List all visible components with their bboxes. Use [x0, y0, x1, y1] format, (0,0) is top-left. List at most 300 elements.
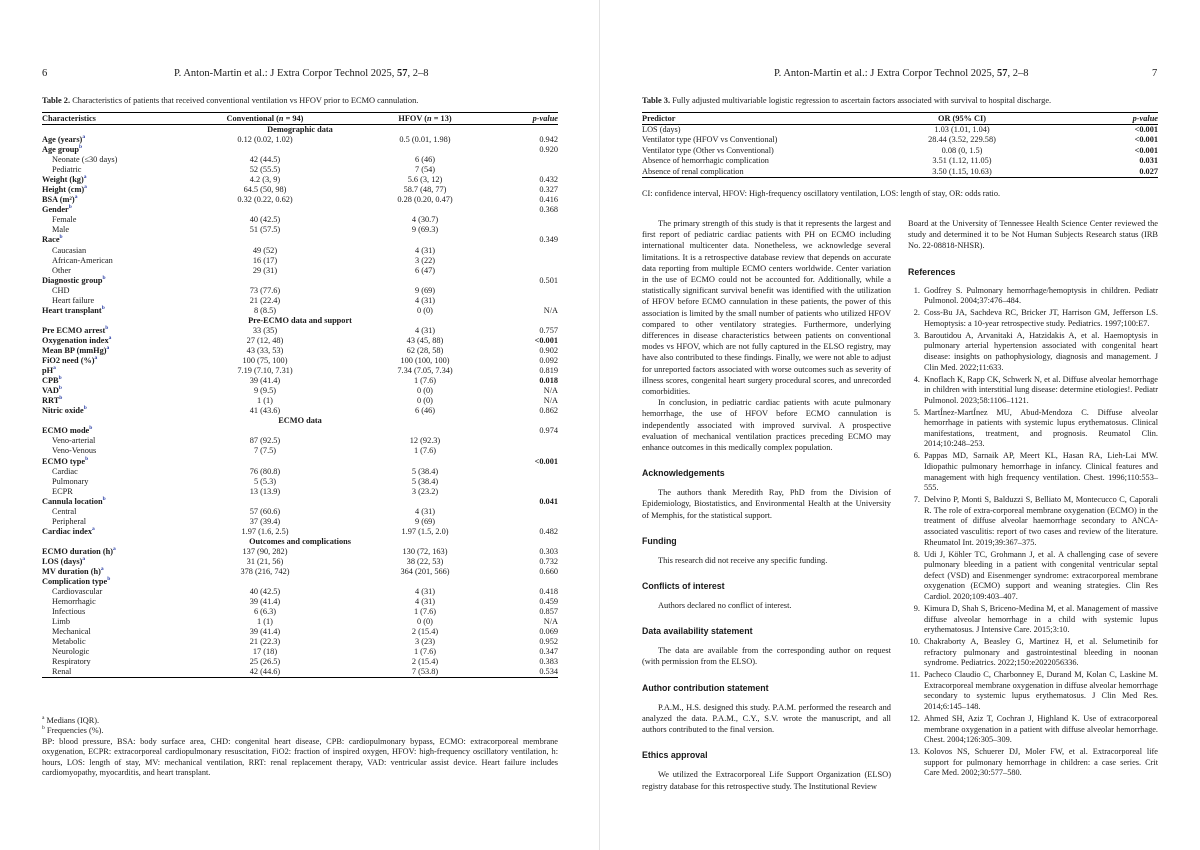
table2-cell-hfov: 1 (7.6) [413, 376, 437, 386]
ethics-text-continued: Board at the University of Tennessee Health Science Center reviewed the study and determined it to be Not Human Subjects Research status (IRB No. 22-08818-NHSR). [908, 219, 1158, 251]
table2-row [42, 487, 558, 497]
table3-header-or: OR (95% CI) [938, 114, 986, 123]
table2-cell-hfov [350, 457, 500, 467]
table2-cell-conventional: 41 (43.6) [249, 406, 281, 416]
table2-cell-conventional [180, 577, 350, 587]
table2-cell-pvalue: <0.001 [534, 456, 558, 466]
table2-row [42, 497, 558, 507]
reference-item [908, 286, 1158, 307]
reference-item [908, 308, 1158, 329]
table2-cell-pvalue: 0.383 [539, 657, 558, 667]
reference-text: Udi J, Köhler TC, Grohmann J, et al. A challenging case of severe pulmonary bleeding in a patient with congenital ventricular septal defect (VSD) and Eisenmenger syndrome: extracorporeal membrane oxygenation (ECMO) support and weaning strategies. Clin Res Cardiol. 2020;109:403–407. [924, 549, 1158, 601]
table2-cell-pvalue [500, 517, 558, 527]
table2-cell-conventional: 13 (13.9) [249, 486, 281, 496]
reference-number: 10. [909, 637, 920, 647]
table3-caption: Table 3. Fully adjusted multivariable logistic regression to ascertain factors associated with survival to hospital discharge. [642, 96, 1052, 105]
table2-cell-characteristic: Caucasian [52, 245, 87, 255]
table2-cell-characteristic: $pH^a$ [42, 365, 56, 376]
table2-cell-pvalue: 0.418 [539, 587, 558, 597]
reference-item [908, 604, 1158, 636]
reference-text: Kimura D, Shah S, Briceno-Medina M, et al. Management of massive diffuse alveolar hemorrhage in a child with systemic lupus erythematosus. J Intensive Care. 2015;3:10. [924, 603, 1158, 635]
table2-row [42, 336, 558, 346]
table2-cell-pvalue [500, 446, 558, 456]
table2-cell-conventional [180, 205, 350, 215]
table2-row [42, 386, 558, 396]
table2-cell-hfov [350, 426, 500, 436]
ethics-text: We utilized the Extracorporeal Life Support Organization (ELSO) registry database for this retrospective study. The Institutional Review [642, 770, 891, 791]
reference-item [908, 375, 1158, 407]
table2-cell-pvalue: 0.018 [539, 376, 558, 386]
table2-cell-hfov: 1 (7.6) [413, 607, 437, 617]
table2-cell-characteristic: Heart failure [52, 295, 95, 305]
table2-cell-hfov: 38 (22, 53) [406, 556, 444, 566]
table2-cell-hfov: 4 (31) [414, 506, 436, 516]
funding-text: This research did not receive any specific funding. [658, 555, 828, 565]
table2-cell-characteristic: Female [52, 215, 77, 225]
reference-number: 13. [909, 747, 920, 757]
table2-cell-conventional: 27 (12, 48) [246, 335, 284, 345]
table2-cell-hfov [350, 205, 500, 215]
table2-row [42, 165, 558, 175]
table2-cell-characteristic: Pediatric [52, 165, 82, 175]
reference-text: Pappas MD, Sarnaik AP, Meert KL, Hasan RA, Lieh-Lai MW. Idiopathic pulmonary hemorrhage in infancy. Clinical features and management with high frequency ventilation. Chest. 1996;110:553–555. [924, 451, 1158, 493]
reference-item [908, 408, 1158, 450]
table2-cell-conventional: 7 (7.5) [253, 446, 277, 456]
table2-row [42, 356, 558, 366]
table3-cell-predictor: Ventilator type (HFOV vs Conventional) [642, 135, 778, 145]
table2-header-pvalue: p-value [532, 114, 558, 123]
table2-cell-conventional: 21 (22.4) [249, 295, 281, 305]
reference-number: 4. [913, 374, 920, 384]
table2-cell-pvalue [500, 577, 558, 587]
body-column-2 [908, 218, 1158, 780]
reference-item [908, 451, 1158, 493]
table3-cell-pvalue: <0.001 [1134, 145, 1158, 155]
table2-row [42, 195, 558, 205]
table3-cell-pvalue: 0.031 [1139, 156, 1158, 166]
table2-cell-conventional [180, 276, 350, 286]
table2-cell-characteristic: Cardiac index$^a$ [42, 526, 95, 536]
table3-cell-or: 3.51 (1.12, 11.05) [932, 156, 992, 166]
table2-cell-conventional: 29 (31) [252, 265, 278, 275]
table2-header-characteristics: Characteristics [42, 114, 96, 123]
table2-row [42, 477, 558, 487]
table2-cell-characteristic: Age (years)$^a$ [42, 134, 86, 145]
table2 [42, 112, 558, 678]
table2-cell-hfov: 2 (15.4) [411, 657, 439, 667]
table2-cell-characteristic: Mechanical [52, 627, 91, 637]
table2-cell-characteristic: Veno-Venous [52, 446, 97, 456]
table2-cell-pvalue [500, 256, 558, 266]
table2-row [42, 296, 558, 306]
table2-cell-characteristic: MV duration $(h)^a$ [42, 566, 104, 577]
table2-cell-characteristic: Infectious [52, 607, 86, 617]
table2-cell-conventional: 0.12 (0.02, 1.02) [237, 135, 293, 145]
table2-cell-conventional: 40 (42.5) [249, 587, 281, 597]
table2-cell-hfov: 9 (69) [414, 285, 436, 295]
table2-cell-characteristic: Hemorrhagic [52, 597, 96, 607]
table2-row [42, 597, 558, 607]
table2-cell-pvalue: 0.327 [539, 185, 558, 195]
table2-cell-hfov: 5 (38.4) [411, 466, 439, 476]
table2-cell-pvalue: 0.660 [539, 567, 558, 577]
table2-row [42, 326, 558, 336]
table2-cell-conventional: 42 (44.5) [249, 155, 281, 165]
table2-cell-characteristic: Metabolic [52, 637, 86, 647]
table2-cell-hfov: 0 (0) [417, 617, 433, 627]
table2-cell-conventional: 1 (1) [257, 396, 273, 406]
table2-cell-hfov [350, 145, 500, 155]
table2-cell-pvalue: 0.819 [539, 366, 558, 376]
table2-cell-hfov: 3 (23.2) [411, 486, 439, 496]
table2-row [42, 587, 558, 597]
reference-text: Knoflach K, Rapp CK, Schwerk N, et al. Diffuse alveolar hemorrhage in children with interstitial lung disease: determine etiologies!. Pediatr Pulmonol. 2023;58:1106–1121. [924, 374, 1158, 405]
table2-cell-pvalue: N/A [543, 617, 558, 627]
table2-cell-hfov: 1.97 (1.5, 2.0) [401, 526, 449, 536]
table2-cell-characteristic: Gender$^b$ [42, 204, 72, 215]
table2-section-row [42, 316, 558, 326]
table2-cell-characteristic: Diagnostic group$^b$ [42, 274, 106, 285]
footnote-a: $^a$ Medians (IQR). [42, 715, 100, 725]
table2-cell-conventional: 76 (80.8) [249, 466, 281, 476]
table2-cell-conventional: 31 (21, 56) [246, 556, 284, 566]
table2-row [42, 346, 558, 356]
table2-cell-characteristic: LOS (days)$^a$ [42, 556, 86, 566]
table2-cell-pvalue: 0.534 [539, 667, 558, 677]
table2-row [42, 627, 558, 637]
reference-number: 6. [913, 451, 920, 461]
table3-cell-or: 28.44 (3.52, 229.58) [928, 135, 996, 145]
table2-cell-pvalue: N/A [543, 305, 558, 315]
body-paragraph-conclusion: In conclusion, in pediatric cardiac patients with acute pulmonary hemorrhage, the use of HFOV before ECMO cannulation is independently associated with improved survival. A prospective evaluation of mechanical ventilation practices preceding ECMO may enhance outcomes in this medically complex population. [642, 398, 891, 453]
table2-cell-hfov: 6 (47) [414, 265, 436, 275]
table2-cell-pvalue [500, 436, 558, 446]
reference-number: 3. [913, 330, 920, 340]
table2-cell-characteristic: Other [52, 265, 71, 275]
table2-row [42, 286, 558, 296]
table2-cell-pvalue: 0.974 [539, 426, 558, 436]
table3-header-row [642, 113, 1158, 125]
table2-cell-hfov: 4 (31) [414, 245, 436, 255]
reference-number: 12. [909, 714, 920, 724]
table2-cell-characteristic: Veno-arterial [52, 436, 96, 446]
table3-cell-predictor: Absence of renal complication [642, 166, 744, 176]
table2-cell-conventional: 378 (216, 742) [240, 567, 290, 577]
author-contribution-text: P.A.M., H.S. designed this study. P.A.M. performed the research and analyzed the data. P.A.M., C.Y., S.V. wrote the manuscript, and all authors contributed to the final version. [642, 702, 891, 735]
table2-cell-hfov: 0.5 (0.01, 1.98) [399, 135, 451, 145]
table2-cell-characteristic: Central [52, 506, 77, 516]
table2-cell-conventional: 8 (8.5) [253, 305, 277, 315]
table2-cell-conventional: 57 (60.6) [249, 506, 281, 516]
table2-cell-characteristic: Height (cm)$^a$ [42, 184, 87, 195]
table2-cell-characteristic: VAD$^b$ [42, 385, 62, 396]
table2-row [42, 235, 558, 245]
table2-cell-pvalue [500, 507, 558, 517]
table2-cell-pvalue: <0.001 [534, 335, 558, 345]
table2-cell-characteristic: Complication type$^b$ [42, 576, 111, 587]
table2-row [42, 256, 558, 266]
table3-footnote: CI: confidence interval, HFOV: High-frequency oscillatory ventilation, LOS: length of stay, OR: odds ratio. [642, 189, 1001, 198]
table2-cell-pvalue [500, 477, 558, 487]
table2-cell-pvalue: 0.416 [539, 195, 558, 205]
table2-cell-conventional: 33 (35) [252, 325, 278, 335]
table2-cell-characteristic: Mean BP (mmHg)$^a$ [42, 345, 110, 355]
table3-cell-or: 1.03 (1.01, 1.04) [934, 125, 990, 134]
table3-row [642, 156, 1158, 166]
table3-cell-pvalue: 0.027 [1139, 166, 1158, 176]
table2-cell-hfov: 4 (31) [414, 325, 436, 335]
table2-cell-hfov [350, 276, 500, 286]
table2-row [42, 225, 558, 235]
table3-cell-predictor: LOS (days) [642, 125, 681, 134]
table2-cell-characteristic: CPB$^b$ [42, 375, 62, 386]
table2-section-label: Demographic data [267, 125, 333, 134]
table2-cell-characteristic: BSA $(m^2)^a$ [42, 194, 78, 205]
table2-cell-conventional: 21 (22.3) [249, 637, 281, 647]
reference-item [908, 747, 1158, 779]
reference-item [908, 495, 1158, 548]
table2-cell-pvalue: 0.459 [539, 597, 558, 607]
table2-cell-pvalue: 0.857 [539, 607, 558, 617]
table2-cell-hfov: 130 (72, 163) [402, 546, 448, 556]
table2-cell-hfov: 1 (7.6) [413, 647, 437, 657]
table2-cell-characteristic: ECMO type$^b$ [42, 455, 89, 466]
table2-cell-conventional: 39 (41.4) [249, 597, 281, 607]
table3-row [642, 146, 1158, 156]
table2-cell-pvalue: N/A [543, 386, 558, 396]
right-running-head: P. Anton-Martin et al.: J Extra Corpor Technol 2025, 57, 2–8 [774, 68, 1029, 79]
table2-row [42, 557, 558, 567]
table2-cell-conventional: 49 (52) [252, 245, 278, 255]
table2-cell-hfov: 7 (54) [414, 165, 436, 175]
table2-cell-pvalue: 0.902 [539, 346, 558, 355]
heading-funding: Funding [642, 535, 677, 546]
table2-cell-pvalue [500, 215, 558, 225]
table2-cell-conventional [180, 497, 350, 507]
table2-cell-hfov: 62 (28, 58) [406, 346, 444, 355]
table2-cell-pvalue: 0.482 [539, 526, 558, 536]
table2-cell-conventional: 0.32 (0.22, 0.62) [237, 195, 293, 205]
table3 [642, 112, 1158, 178]
table2-cell-characteristic: Heart transplant$^b$ [42, 305, 105, 315]
table2-cell-characteristic: RRT$^b$ [42, 395, 63, 406]
table2-cell-pvalue [500, 155, 558, 165]
table3-cell-pvalue: <0.001 [1134, 135, 1158, 145]
table2-cell-characteristic: Neurologic [52, 647, 90, 657]
table2-cell-hfov: 0 (0) [417, 386, 433, 396]
table2-cell-characteristic: Nitric oxide$^b$ [42, 405, 87, 416]
table2-cell-conventional: 37 (39.4) [249, 516, 281, 526]
table2-cell-hfov: 7 (53.8) [411, 667, 439, 677]
table2-cell-characteristic: Peripheral [52, 516, 87, 526]
table2-row [42, 577, 558, 587]
table2-cell-conventional: 64.5 (50, 98) [243, 185, 287, 195]
reference-text: Ahmed SH, Aziz T, Cochran J, Highland K. Use of extracorporeal membrane oxygenation in a patient with diffuse alveolar hemorrhage. Chest. 2004;126:305–309. [924, 714, 1158, 745]
table2-cell-pvalue: 0.501 [539, 275, 558, 285]
table2-cell-conventional: 4.2 (3, 9) [249, 175, 281, 185]
reference-text: Coss-Bu JA, Sachdeva RC, Bricker JT, Harrison GM, Jefferson LS. Hemoptysis: a 10-year retrospective study. Pediatrics. 1997;100:E7. [924, 308, 1158, 328]
table2-row [42, 266, 558, 276]
table3-row [642, 167, 1158, 178]
table2-cell-characteristic: Cardiovascular [52, 587, 103, 597]
table3-cell-or: 0.08 (0, 1.5) [941, 145, 983, 155]
table2-row [42, 155, 558, 165]
table2-row [42, 406, 558, 416]
table2-cell-characteristic: Neonate (≤30 days) [52, 155, 118, 165]
table3-cell-or: 3.50 (1.15, 10.63) [932, 166, 992, 176]
table2-cell-pvalue: 0.757 [539, 325, 558, 335]
table2-cell-characteristic: CHD [52, 285, 70, 295]
table2-cell-characteristic: Cannula location$^b$ [42, 495, 106, 506]
table2-cell-conventional [180, 457, 350, 467]
table2-cell-hfov: 43 (45, 88) [406, 335, 444, 345]
table2-cell-conventional: 42 (44.6) [249, 667, 281, 677]
table2-cell-characteristic: Cardiac [52, 466, 78, 476]
table2-cell-hfov: 4 (31) [414, 587, 436, 597]
left-page-number: 6 [42, 68, 48, 79]
table3-row [642, 125, 1158, 136]
table2-row [42, 396, 558, 406]
reference-text: Delvino P, Monti S, Balduzzi S, Belliato M, Montecucco C, Caporali R. The role of extra-corporeal membrane oxygenation (ECMO) in the treatment of diffuse alveolar haemorrhage secondary to ANCA-associated vasculitis: report of two cases and review of the literature. Rheumatol Int. 2019;39:367–375. [924, 495, 1158, 547]
table2-row [42, 436, 558, 446]
reference-text: Kolovos NS, Schuerer DJ, Moler FW, et al. Extracorporeal life support for pulmonary hemorrhage in children: a case series. Crit Care Med. 2002;30:577–580. [924, 747, 1158, 778]
table2-cell-pvalue: 0.092 [539, 356, 558, 366]
table2-footnotes [42, 716, 558, 778]
table2-cell-characteristic: Race$^b$ [42, 234, 63, 245]
table2-cell-conventional: 1 (1) [257, 617, 273, 627]
table2-cell-conventional: 39 (41.4) [249, 627, 281, 637]
table2-cell-conventional: 100 (75, 100) [242, 356, 288, 366]
table2-header-hfov: HFOV (n = 13) [398, 114, 452, 123]
reference-item [908, 714, 1158, 746]
table2-row [42, 467, 558, 477]
footnote-b: $^b$ Frequencies (%). [42, 725, 104, 736]
heading-data-availability: Data availability statement [642, 626, 753, 637]
table3-body [642, 125, 1158, 178]
table2-cell-conventional [180, 145, 350, 155]
table2-row [42, 426, 558, 436]
reference-text: Baroutidou A, Arvanitaki A, Hatzidakis A, et al. Haemoptysis in pulmonary arterial hypertension associated with congenital heart disease: insights on pathophysiology, diagnosis and management. J Clin Med. 2022;11:633. [924, 330, 1158, 372]
table2-row [42, 135, 558, 145]
table2-cell-conventional: 52 (55.5) [249, 165, 281, 175]
table2-cell-hfov: 9 (69) [414, 516, 436, 526]
table2-cell-pvalue [500, 246, 558, 256]
heading-acknowledgements: Acknowledgements [642, 468, 725, 479]
reference-item [908, 550, 1158, 603]
table2-cell-characteristic: Respiratory [52, 657, 91, 667]
table3-cell-predictor: Ventilator type (Other vs Conventional) [642, 145, 774, 155]
table2-cell-characteristic: ECPR [52, 486, 73, 496]
table2-cell-conventional: 137 (90, 282) [242, 546, 288, 556]
body-column-1 [642, 218, 891, 792]
table2-cell-pvalue: 0.862 [539, 406, 558, 416]
table2-section-row [42, 416, 558, 426]
table2-row [42, 647, 558, 657]
reference-text: Godfrey S. Pulmonary hemorrhage/hemoptysis in children. Pediatr Pulmonol. 2004;37:476–484. [924, 285, 1158, 306]
table2-cell-conventional: 17 (18) [252, 647, 278, 657]
table2-cell-pvalue: 0.942 [539, 135, 558, 145]
table2-cell-hfov: 0 (0) [417, 305, 433, 315]
table2-cell-pvalue: 0.952 [539, 637, 558, 647]
table2-cell-characteristic: Weight (kg)$^a$ [42, 174, 87, 185]
reference-item [908, 637, 1158, 669]
table2-cell-conventional: 43 (33, 53) [246, 346, 284, 355]
reference-text: Pacheco Claudio C, Charbonney E, Durand M, Kolan C, Laskine M. Extracorporeal membrane oxygenation in diffuse alveolar hemorrhage secondary to systemic lupus erythematosus. J Clin Med Res. 2014;6:145–148. [924, 670, 1158, 712]
table2-cell-hfov: 5 (38.4) [411, 476, 439, 486]
reference-number: 8. [913, 549, 920, 559]
table2-cell-pvalue [500, 467, 558, 477]
table2-row [42, 446, 558, 456]
table2-row [42, 507, 558, 517]
table2-cell-pvalue [500, 487, 558, 497]
heading-references: References [908, 266, 956, 277]
table2-section-row [42, 125, 558, 136]
table2-cell-hfov: 2 (15.4) [411, 627, 439, 637]
table3-row [642, 135, 1158, 145]
table2-cell-pvalue: 0.920 [539, 145, 558, 155]
table2-cell-conventional: 39 (41.4) [249, 376, 281, 386]
reference-number: 9. [913, 603, 920, 613]
references-list [908, 286, 1158, 779]
table2-cell-hfov: 58.7 (48, 77) [403, 185, 447, 195]
table2-cell-pvalue: 0.349 [539, 235, 558, 245]
table2-cell-conventional: 25 (26.5) [249, 657, 281, 667]
acknowledgements-text: The authors thank Meredith Ray, PhD from the Division of Epidemiology, Biostatistics, and Environmental Health at the University of Memphis, for the statistical support. [642, 488, 891, 520]
table2-cell-pvalue [500, 225, 558, 235]
table2-cell-pvalue: 0.732 [539, 556, 558, 566]
table2-cell-hfov: 4 (31) [414, 597, 436, 607]
table2-cell-conventional [180, 426, 350, 436]
table2-cell-characteristic: Pulmonary [52, 476, 89, 486]
table2-row [42, 547, 558, 557]
table2-header-conventional: Conventional (n = 94) [226, 114, 304, 123]
reference-item [908, 670, 1158, 712]
left-running-head: P. Anton-Martin et al.: J Extra Corpor Technol 2025, 57, 2–8 [174, 68, 429, 79]
table2-section-label: ECMO data [278, 416, 322, 426]
table2-cell-hfov: 3 (22) [414, 255, 436, 265]
heading-conflicts: Conflicts of interest [642, 581, 725, 592]
table2-cell-pvalue: 0.303 [539, 546, 558, 556]
table2-cell-pvalue: N/A [543, 396, 558, 406]
reference-text: MartÍnez-MartÍnez MU, Abud-Mendoza C. Diffuse alveolar hemorrhage in patients with systemic lupus erythematosus. Clinical manifestations, treatment, and prognosis. Reumatol Clin. 2014;10:248–253. [924, 407, 1158, 449]
table2-cell-pvalue: 0.041 [539, 496, 558, 506]
table2-body [42, 125, 558, 678]
table2-cell-pvalue: 0.347 [539, 647, 558, 657]
table2-cell-conventional: 5 (5.3) [253, 476, 277, 486]
table2-row [42, 145, 558, 155]
table2-row [42, 175, 558, 185]
table2-cell-hfov: 0 (0) [417, 396, 433, 406]
table2-cell-conventional: 1.97 (1.6, 2.5) [241, 526, 289, 536]
table2-cell-pvalue: 0.069 [539, 627, 558, 637]
table2-cell-hfov: 0.28 (0.20, 0.47) [397, 195, 453, 205]
table2-cell-hfov: 1 (7.6) [413, 446, 437, 456]
conflicts-text: Authors declared no conflict of interest. [658, 601, 792, 611]
table2-row [42, 457, 558, 467]
right-page-number: 7 [1152, 68, 1158, 79]
table2-section-row [42, 537, 558, 547]
table2-cell-hfov: 4 (30.7) [411, 215, 439, 225]
table2-row [42, 527, 558, 537]
table2-cell-characteristic: Renal [52, 667, 72, 677]
table2-cell-characteristic: Oxygenation index$^a$ [42, 335, 112, 345]
table2-row [42, 517, 558, 527]
table2-cell-pvalue [500, 296, 558, 306]
table2-cell-conventional: 40 (42.5) [249, 215, 281, 225]
table2-abbreviations: BP: blood pressure, BSA: body surface area, CHD: congenital heart disease, CPB: cardiopulmonary bypass, ECMO: extracorporeal membrane oxygenation, ECPR: extracorporeal cardiopulmonary resuscitation, FiO2: fraction of inspired oxygen, HFOV: high-frequency oscillatory ventilation, h: hours, LOS: length of stay, MV: mechanical ventilation, RRT: renal replacement therapy, VAD: ventricular assist device. Heart failure includes cardiomyopathy, myocarditis, and heart transplant. [42, 736, 558, 778]
table2-cell-conventional: 16 (17) [252, 255, 278, 265]
table2-cell-conventional: 73 (77.6) [249, 285, 281, 295]
